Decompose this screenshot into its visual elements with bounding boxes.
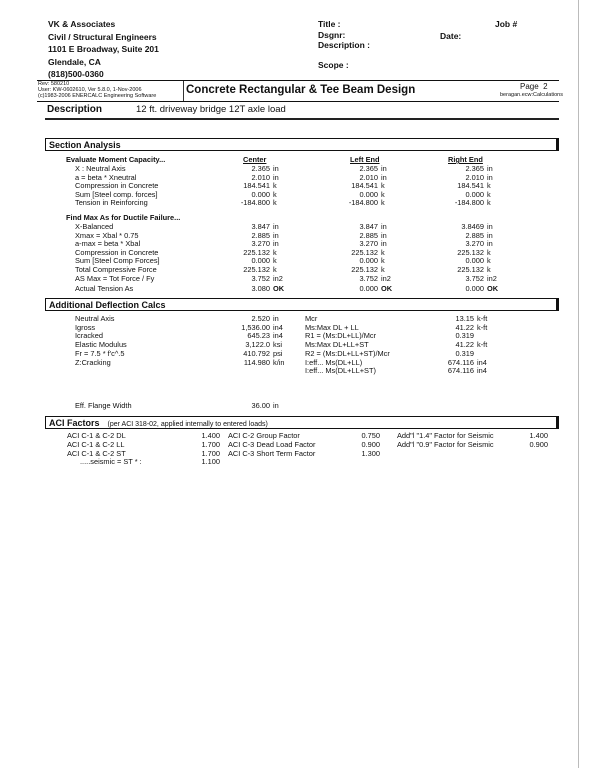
aci-factor-label: ACI C-1 & C-2 LL: [67, 439, 125, 449]
right-end-value: 2.010: [465, 172, 484, 182]
deflection-label: Icracked: [75, 331, 103, 341]
left-end-value: 3.847: [359, 222, 378, 231]
aci-factor-label: ACI C-1 & C-2 DL: [67, 431, 126, 440]
center-value: 0.000: [251, 256, 270, 266]
deflection-unit: in4: [273, 331, 283, 341]
aci-factor-label: ACI C-2 Group Factor: [228, 431, 300, 440]
company-line: Glendale, CA: [48, 56, 101, 67]
center-value: 3.080: [251, 283, 270, 293]
deflection-label: Ms:Max DL + LL: [305, 322, 359, 332]
col-right-end-header: Right End: [448, 155, 483, 164]
right-end-unit: in: [487, 230, 493, 240]
aci-factor-value: 1.300: [361, 448, 380, 458]
deflection-value: 13.15: [455, 314, 474, 323]
deflection-label: Neutral Axis: [75, 314, 115, 323]
right-end-unit: in: [487, 164, 493, 173]
center-value: 225.132: [243, 265, 270, 274]
right-end-value: 0.000: [465, 189, 484, 199]
center-unit: in: [273, 172, 279, 182]
right-end-unit: in2: [487, 274, 497, 283]
row-label: Sum [Steel Comp Forces]: [75, 256, 160, 266]
center-unit: in: [273, 222, 279, 231]
row-label: a-max = beta * Xbal: [75, 239, 141, 249]
right-end-value: 3.8469: [461, 222, 484, 231]
center-unit: in: [273, 239, 279, 249]
company-line: Civil / Structural Engineers: [48, 31, 157, 42]
center-value: 225.132: [243, 247, 270, 257]
center-unit: in2: [273, 274, 283, 283]
center-unit: k: [273, 198, 277, 208]
company-line: VK & Associates: [48, 19, 116, 29]
center-unit: k: [273, 181, 277, 191]
col-center-header: Center: [243, 155, 267, 164]
deflection-value: 645.23: [247, 331, 270, 341]
deflection-unit: psi: [273, 348, 283, 358]
left-end-value: -184.800: [348, 198, 378, 208]
deflection-label: R1 = (Ms:DL+LL)/Mcr: [305, 331, 377, 341]
aci-factor-label: ACI C-3 Dead Load Factor: [228, 439, 316, 449]
left-end-value: 0.000: [359, 256, 378, 266]
aci-factor-value: 1.700: [201, 439, 220, 449]
deflection-unit: in4: [273, 322, 283, 332]
deflection-label: Elastic Modulus: [75, 340, 127, 350]
deflection-value: 1,536.00: [241, 322, 270, 332]
left-end-unit: in: [381, 222, 387, 231]
aci-factor-value: 0.900: [529, 439, 548, 449]
right-end-unit: k: [487, 247, 491, 257]
deflection-unit: k-ft: [477, 340, 488, 350]
row-label: Xmax = Xbal * 0.75: [75, 230, 139, 240]
job-label: Job #: [495, 19, 518, 29]
center-value: 2.885: [251, 230, 270, 240]
right-end-value: 2.365: [465, 164, 484, 173]
left-end-unit: k: [381, 189, 385, 199]
left-end-value: 3.752: [359, 274, 378, 283]
center-value: 2.010: [251, 172, 270, 182]
aci-factor-label: Add"l "1.4" Factor for Seismic: [397, 431, 494, 440]
right-end-value: 3.752: [465, 274, 484, 283]
deflection-unit: in4: [477, 366, 487, 376]
deflection-value: 41.22: [455, 340, 474, 350]
deflection-unit: ksi: [273, 340, 283, 350]
row-label: X : Neutral Axis: [75, 164, 126, 173]
right-end-unit: k: [487, 265, 491, 274]
aci-factor-label: .....seismic = ST * :: [80, 457, 142, 467]
right-end-unit: in: [487, 172, 493, 182]
row-label: X-Balanced: [75, 222, 114, 231]
right-end-unit: k: [487, 256, 491, 266]
scan-edge-line: [578, 0, 579, 768]
left-end-unit: in2: [381, 274, 391, 283]
row-label: a = beta * Xneutral: [75, 172, 137, 182]
deflection-unit: k-ft: [477, 314, 488, 323]
flange-width-label: Eff. Flange Width: [75, 401, 132, 410]
deflection-label: I:eff... Ms(DL+LL): [305, 357, 363, 367]
deflection-value: 3,122.0: [245, 340, 270, 350]
right-end-unit: OK: [487, 283, 499, 293]
right-end-value: -184.800: [454, 198, 484, 208]
left-end-value: 2.885: [359, 230, 378, 240]
row-label: Actual Tension As: [75, 283, 134, 293]
right-end-unit: k: [487, 189, 491, 199]
deflection-value: 674.116: [447, 357, 474, 367]
center-unit: k: [273, 256, 277, 266]
right-end-unit: k: [487, 198, 491, 208]
deflection-label: Igross: [75, 322, 96, 332]
right-end-value: 225.132: [457, 247, 484, 257]
deflection-label: I:eff... Ms(DL+LL+ST): [305, 366, 376, 376]
aci-factor-value: 1.400: [201, 431, 220, 440]
center-unit: k: [273, 247, 277, 257]
software-line-3: (c)1983-2006 ENERCALC Engineering Software: [38, 93, 157, 99]
left-end-unit: k: [381, 256, 385, 266]
deflection-unit: k/in: [273, 357, 285, 367]
deflection-unit: k-ft: [477, 322, 488, 332]
deflection-label: Ms:Max DL+LL+ST: [305, 340, 369, 350]
deflection-label: Mcr: [305, 314, 318, 323]
deflection-value: 674.116: [447, 366, 474, 376]
dsgnr-label: Dsgnr:: [318, 30, 346, 40]
aci-factor-value: 1.100: [201, 457, 220, 467]
left-end-unit: k: [381, 181, 385, 191]
deflection-value: 2.520: [251, 314, 270, 323]
description-label: Description :: [318, 40, 370, 50]
row-label: Tension in Reinforcing: [75, 198, 148, 208]
center-unit: k: [273, 265, 277, 274]
deflection-label: R2 = (Ms:DL+LL+ST)/Mcr: [305, 348, 390, 358]
description-heading: Description: [47, 104, 103, 115]
left-end-value: 0.000: [359, 189, 378, 199]
deflection-value: 114.980: [243, 357, 270, 367]
row-label: Compression in Concrete: [75, 247, 159, 257]
center-unit: k: [273, 189, 277, 199]
left-end-value: 225.132: [351, 247, 378, 257]
aci-factor-label: Add"l "0.9" Factor for Seismic: [397, 439, 494, 449]
deflection-value: 0.319: [455, 331, 474, 341]
left-end-unit: k: [381, 198, 385, 208]
company-line: 1101 E Broadway, Suite 201: [48, 44, 159, 54]
row-label: AS Max = Tot Force / Fy: [75, 274, 155, 283]
aci-factors-header: [45, 416, 559, 429]
right-end-value: 225.132: [457, 265, 484, 274]
left-end-unit: k: [381, 265, 385, 274]
ductile-failure-title: Find Max As for Ductile Failure...: [66, 213, 181, 222]
software-line-2: User: KW-0602610, Ver 5.8.0, 1-Nov-2006: [38, 87, 142, 93]
center-unit: OK: [273, 283, 285, 293]
center-value: -184.800: [240, 198, 270, 208]
left-end-value: 3.270: [359, 239, 378, 249]
scope-label: Scope :: [318, 60, 349, 70]
center-value: 3.270: [251, 239, 270, 249]
deflection-header: Additional Deflection Calcs: [45, 298, 559, 311]
deflection-label: Fr = 7.5 * f'c^.5: [75, 348, 125, 358]
right-end-unit: k: [487, 181, 491, 191]
right-end-value: 0.000: [465, 256, 484, 266]
left-end-value: 225.132: [351, 265, 378, 274]
left-end-value: 0.000: [359, 283, 378, 293]
left-end-unit: OK: [381, 283, 393, 293]
col-left-end-header: Left End: [350, 155, 380, 164]
aci-factor-value: 0.900: [361, 439, 380, 449]
aci-factor-label: ACI C-1 & C-2 ST: [67, 448, 126, 458]
description-value: 12 ft. driveway bridge 12T axle load: [136, 104, 286, 115]
left-end-value: 2.365: [359, 164, 378, 173]
right-end-unit: in: [487, 239, 493, 249]
company-line: (818)500-0360: [48, 69, 104, 79]
moment-capacity-title: Evaluate Moment Capacity...: [66, 155, 166, 164]
file-name: beragan.ecw:Calculations: [500, 92, 563, 98]
center-value: 0.000: [251, 189, 270, 199]
aci-factor-value: 1.400: [529, 431, 548, 440]
left-end-value: 2.010: [359, 172, 378, 182]
center-value: 2.365: [251, 164, 270, 173]
row-label: Compression in Concrete: [75, 181, 159, 191]
flange-width-value: 36.00: [251, 401, 270, 410]
deflection-unit: in: [273, 314, 279, 323]
page-label: [520, 82, 548, 91]
software-box-divider: [183, 81, 184, 101]
aci-factor-value: 1.700: [201, 448, 220, 458]
left-end-unit: k: [381, 247, 385, 257]
center-unit: in: [273, 230, 279, 240]
aci-title: ACI Factors: [49, 418, 100, 428]
title-label: Title :: [318, 19, 341, 29]
row-label: Sum [Steel comp. forces]: [75, 189, 158, 199]
date-label: Date:: [440, 31, 462, 41]
deflection-value: 0.319: [455, 348, 474, 358]
right-end-value: 3.270: [465, 239, 484, 249]
aci-factor-value: 0.750: [361, 431, 380, 440]
right-end-value: 0.000: [465, 283, 484, 293]
left-end-unit: in: [381, 230, 387, 240]
deflection-value: 410.792: [243, 348, 270, 358]
right-end-value: 184.541: [457, 181, 484, 191]
page-word: Page: [520, 82, 539, 91]
software-line-1: Rev: 580210: [38, 81, 70, 87]
deflection-unit: in4: [477, 357, 487, 367]
aci-note: (per ACI 318-02, applied internally to entered loads): [107, 421, 268, 428]
row-label: Total Compressive Force: [75, 265, 157, 274]
deflection-label: Z:Cracking: [75, 357, 111, 367]
description-rule: [45, 118, 559, 120]
left-end-unit: in: [381, 239, 387, 249]
left-end-unit: in: [381, 172, 387, 182]
left-end-unit: in: [381, 164, 387, 173]
center-value: 3.847: [251, 222, 270, 231]
aci-factor-label: ACI C-3 Short Term Factor: [228, 448, 316, 458]
left-end-value: 184.541: [351, 181, 378, 191]
flange-width-unit: in: [273, 401, 279, 410]
design-title: Concrete Rectangular & Tee Beam Design: [186, 84, 416, 96]
page-number: 2: [543, 82, 548, 91]
center-value: 3.752: [251, 274, 270, 283]
right-end-value: 2.885: [465, 230, 484, 240]
deflection-value: 41.22: [455, 322, 474, 332]
right-end-unit: in: [487, 222, 493, 231]
section-analysis-header: Section Analysis: [45, 138, 559, 151]
center-value: 184.541: [243, 181, 270, 191]
center-unit: in: [273, 164, 279, 173]
